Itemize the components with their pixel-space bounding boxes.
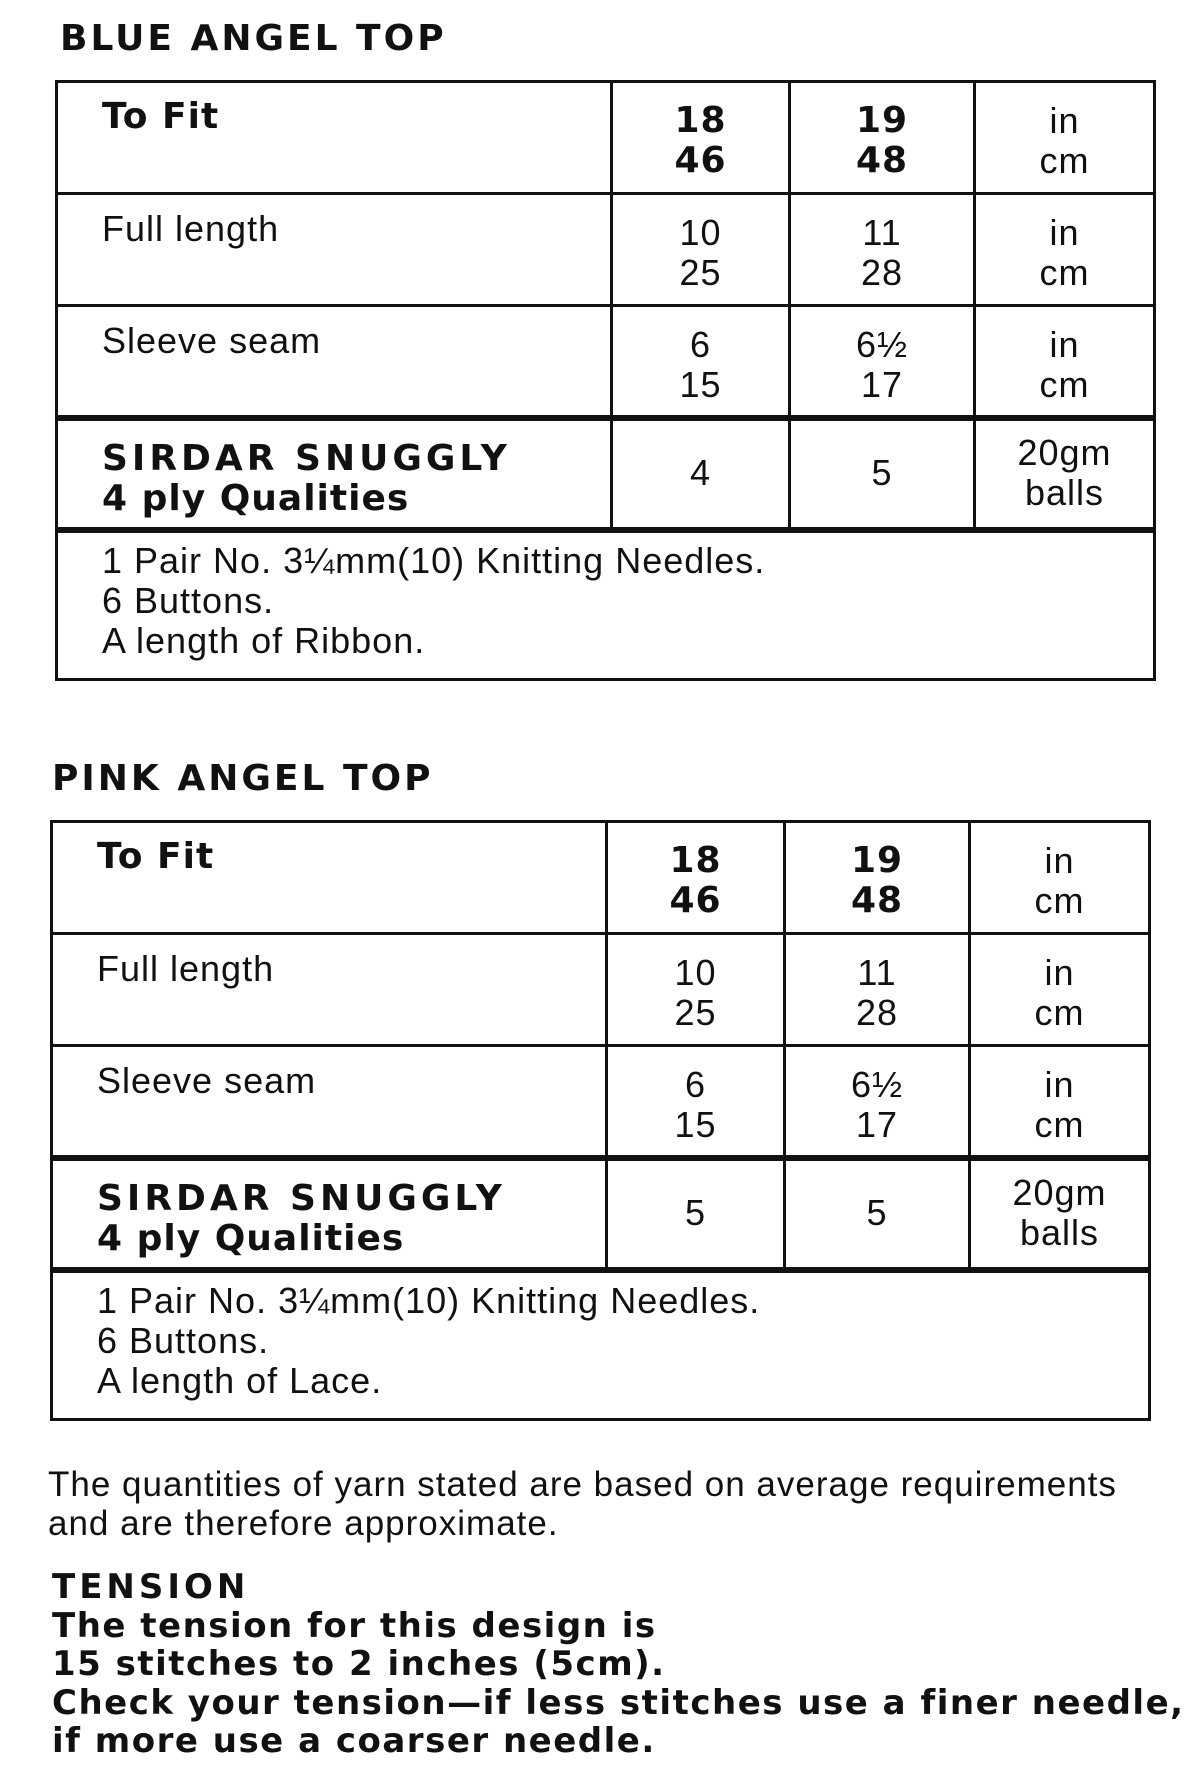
size-2-in: 19 — [855, 100, 909, 141]
size-1-cell — [607, 822, 785, 934]
size-2-cell — [790, 82, 975, 194]
sleeve-seam-label: Sleeve seam — [57, 306, 612, 418]
to-fit-label: To Fit — [52, 822, 607, 934]
value-cm: 17 — [860, 364, 904, 405]
sleeve-seam-size-2 — [785, 1046, 970, 1158]
value-cm: 15 — [674, 1104, 717, 1145]
disclaimer-line: The quantities of yarn stated are based on average requirements — [48, 1465, 1117, 1504]
sleeve-seam-size-1 — [607, 1046, 785, 1158]
unit-in: in — [1044, 1064, 1075, 1105]
materials-list — [57, 530, 1155, 680]
value-cm: 17 — [855, 1104, 899, 1145]
materials-needles: 1 Pair No. 3¼mm(10) Knitting Needles. — [97, 1279, 761, 1321]
unit-weight: 20gm — [1017, 432, 1112, 473]
full-length-size-1 — [607, 934, 785, 1046]
unit-balls: balls — [1019, 1212, 1100, 1253]
unit-in: in — [1049, 324, 1080, 365]
value-cm: 28 — [855, 992, 899, 1033]
yarn-size-1: 5 — [607, 1158, 785, 1270]
sleeve-seam-size-1 — [612, 306, 790, 418]
yarn-unit — [970, 1158, 1150, 1270]
value-in: 6½ — [850, 1064, 904, 1105]
blue-spec-table — [55, 80, 1156, 681]
unit-cm: cm — [1034, 992, 1085, 1033]
pink-section-title: PINK ANGEL TOP — [52, 758, 434, 799]
materials-row — [57, 530, 1155, 680]
size-2-in: 19 — [850, 840, 904, 881]
size-1-cell — [612, 82, 790, 194]
value-cm: 25 — [674, 992, 717, 1033]
value-in: 6½ — [855, 324, 909, 365]
full-length-label: Full length — [52, 934, 607, 1046]
size-1-cm: 46 — [669, 880, 722, 921]
value-cm: 25 — [679, 252, 722, 293]
to-fit-label: To Fit — [57, 82, 612, 194]
full-length-unit — [970, 934, 1150, 1046]
full-length-row — [57, 194, 1155, 306]
sleeve-seam-unit — [970, 1046, 1150, 1158]
size-2-cm: 48 — [855, 140, 909, 181]
size-2-cm: 48 — [850, 880, 904, 921]
unit-in: in — [1049, 212, 1080, 253]
unit-balls: balls — [1024, 472, 1105, 513]
value-in: 6 — [689, 324, 712, 365]
tension-section — [52, 1568, 1185, 1761]
full-length-size-2 — [790, 194, 975, 306]
unit-cell — [970, 822, 1150, 934]
tension-line: 15 stitches to 2 inches (5cm). — [52, 1644, 666, 1684]
value-in: 10 — [679, 212, 722, 253]
blue-section-title: BLUE ANGEL TOP — [60, 18, 447, 59]
unit-cm: cm — [1039, 140, 1090, 181]
value-in: 6 — [684, 1064, 707, 1105]
pink-spec-table — [50, 820, 1151, 1421]
size-1-cm: 46 — [674, 140, 727, 181]
sleeve-seam-row — [57, 306, 1155, 418]
to-fit-row — [52, 822, 1150, 934]
unit-weight: 20gm — [1012, 1172, 1107, 1213]
yarn-brand: SIRDAR SNUGGLY — [102, 437, 511, 479]
unit-cell — [975, 82, 1155, 194]
materials-trim: A length of Lace. — [97, 1359, 383, 1401]
yarn-size-2: 5 — [785, 1158, 970, 1270]
yarn-row — [52, 1158, 1150, 1270]
materials-trim: A length of Ribbon. — [102, 619, 426, 661]
unit-cm: cm — [1039, 364, 1090, 405]
tension-heading: TENSION — [52, 1567, 250, 1607]
yarn-brand: SIRDAR SNUGGLY — [97, 1177, 506, 1219]
tension-line: if more use a coarser needle. — [52, 1721, 656, 1761]
yarn-quality: 4 ply Qualities — [102, 477, 410, 519]
sleeve-seam-label: Sleeve seam — [52, 1046, 607, 1158]
unit-in: in — [1044, 840, 1075, 881]
sleeve-seam-unit — [975, 306, 1155, 418]
disclaimer-line: and are therefore approximate. — [48, 1504, 559, 1543]
size-1-in: 18 — [669, 840, 722, 881]
size-2-cell — [785, 822, 970, 934]
unit-in: in — [1049, 100, 1080, 141]
full-length-size-1 — [612, 194, 790, 306]
sleeve-seam-size-2 — [790, 306, 975, 418]
tension-line: Check your tension—if less stitches use a finer needle, — [52, 1682, 1185, 1723]
sleeve-seam-row — [52, 1046, 1150, 1158]
unit-cm: cm — [1034, 880, 1085, 921]
yarn-quality: 4 ply Qualities — [97, 1217, 405, 1259]
value-cm: 15 — [679, 364, 722, 405]
yarn-size-2: 5 — [790, 418, 975, 530]
unit-cm: cm — [1034, 1104, 1085, 1145]
size-1-in: 18 — [674, 100, 727, 141]
materials-row — [52, 1270, 1150, 1420]
full-length-label: Full length — [57, 194, 612, 306]
to-fit-row — [57, 82, 1155, 194]
materials-needles: 1 Pair No. 3¼mm(10) Knitting Needles. — [102, 539, 766, 581]
value-cm: 28 — [860, 252, 904, 293]
yarn-row — [57, 418, 1155, 530]
value-in: 11 — [862, 212, 902, 253]
yarn-disclaimer — [48, 1465, 1168, 1543]
materials-buttons: 6 Buttons. — [97, 1319, 270, 1361]
full-length-unit — [975, 194, 1155, 306]
value-in: 10 — [674, 952, 717, 993]
unit-cm: cm — [1039, 252, 1090, 293]
value-in: 11 — [857, 952, 897, 993]
yarn-label — [52, 1158, 607, 1270]
full-length-size-2 — [785, 934, 970, 1046]
unit-in: in — [1044, 952, 1075, 993]
full-length-row — [52, 934, 1150, 1046]
materials-list — [52, 1270, 1150, 1420]
tension-line: The tension for this design is — [52, 1605, 657, 1646]
yarn-label — [57, 418, 612, 530]
yarn-size-1: 4 — [612, 418, 790, 530]
yarn-unit — [975, 418, 1155, 530]
materials-buttons: 6 Buttons. — [102, 579, 275, 621]
